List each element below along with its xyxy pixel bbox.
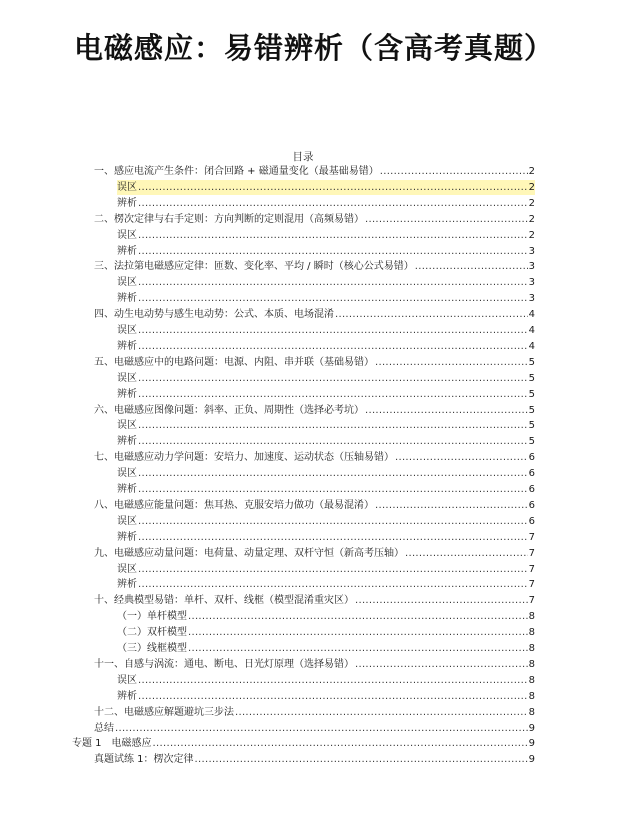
- toc-entry[interactable]: [117, 418, 535, 433]
- toc-heading: 目录: [292, 151, 314, 163]
- toc-dot-leader: [138, 434, 528, 449]
- toc-entry-title: 辨析: [117, 484, 137, 495]
- toc-entry-title: 误区: [117, 229, 137, 241]
- toc-entry-page-number: 6: [528, 468, 535, 480]
- toc-entry-page-number: 2: [528, 213, 535, 225]
- toc-entry-page-number: 7: [528, 579, 535, 591]
- toc-entry-title: 辨析: [117, 579, 137, 591]
- toc-entry[interactable]: [117, 641, 535, 656]
- toc-entry-title: 误区: [117, 515, 137, 527]
- toc-entry[interactable]: [94, 546, 535, 561]
- toc-entry[interactable]: [117, 673, 535, 688]
- toc-entry[interactable]: [94, 355, 535, 370]
- toc-entry-title: 误区: [117, 468, 137, 480]
- toc-entry[interactable]: [117, 434, 535, 449]
- toc-entry-title: 辨析: [117, 293, 137, 305]
- toc-dot-leader: [138, 291, 528, 306]
- toc-entry-title: 真题试练 1：楞次定律: [94, 754, 194, 766]
- toc-dot-leader: [138, 323, 528, 338]
- toc-entry[interactable]: [94, 450, 535, 465]
- toc-entry-title: 二、楞次定律与右手定则：方向判断的定则混用（高频易错）: [94, 213, 364, 225]
- toc-entry[interactable]: [117, 387, 535, 402]
- toc-dot-leader: [138, 275, 528, 290]
- toc-entry-page-number: 7: [528, 531, 535, 543]
- toc-dot-leader: [188, 641, 528, 656]
- toc-entry-page-number: 2: [528, 197, 535, 209]
- toc-entry-title: 误区: [117, 563, 137, 575]
- toc-entry-title: 误区: [117, 372, 137, 384]
- toc-entry-title: 总结: [94, 722, 114, 734]
- toc-entry[interactable]: [94, 593, 535, 608]
- toc-dot-leader: [138, 514, 528, 529]
- toc-entry-title: 九、电磁感应动量问题：电荷量、动量定理、双杆守恒（新高考压轴）: [94, 547, 404, 559]
- toc-dot-leader: [138, 387, 528, 402]
- toc-dot-leader: [395, 450, 528, 465]
- toc-dot-leader: [138, 530, 528, 545]
- toc-dot-leader: [153, 736, 528, 751]
- toc-entry[interactable]: [117, 482, 535, 497]
- toc-entry-page-number: 8: [528, 674, 535, 686]
- toc-entry-title: 辨析: [117, 388, 137, 400]
- toc-entry-page-number: 7: [528, 563, 535, 575]
- toc-entry-page-number: 2: [528, 181, 535, 193]
- toc-dot-leader: [355, 593, 528, 608]
- toc-entry[interactable]: [117, 689, 535, 704]
- toc-entry[interactable]: [94, 498, 535, 513]
- toc-dot-leader: [355, 657, 528, 672]
- toc-dot-leader: [335, 307, 528, 322]
- toc-entry[interactable]: [117, 371, 535, 386]
- toc-entry-page-number: 3: [528, 293, 535, 305]
- toc-entry-title: 十二、电磁感应解题避坑三步法: [94, 706, 234, 718]
- toc-dot-leader: [138, 196, 528, 211]
- toc-entry-page-number: 6: [528, 484, 535, 495]
- toc-dot-leader: [365, 403, 528, 418]
- toc-entry[interactable]: [117, 291, 535, 306]
- toc-entry-title: （二）双杆模型: [117, 627, 187, 639]
- toc-entry-title: 一、感应电流产生条件：闭合回路 + 磁通量变化（最基础易错）: [94, 166, 379, 177]
- toc-dot-leader: [375, 498, 528, 513]
- toc-entry-page-number: 5: [528, 404, 535, 416]
- toc-dot-leader: [138, 371, 528, 386]
- toc-entry-page-number: 7: [528, 547, 535, 559]
- toc-entry[interactable]: [94, 164, 535, 179]
- toc-entry-page-number: 9: [528, 738, 535, 750]
- toc-dot-leader: [188, 609, 528, 624]
- toc-dot-leader: [138, 482, 528, 497]
- toc-entry-title: 十、经典模型易错：单杆、双杆、线框（模型混淆重灾区）: [94, 595, 354, 607]
- toc-entry[interactable]: [117, 323, 535, 338]
- toc-entry-page-number: 8: [528, 690, 535, 702]
- toc-entry-page-number: 8: [528, 706, 535, 718]
- toc-dot-leader: [138, 228, 528, 243]
- toc-dot-leader: [235, 705, 528, 720]
- toc-entry[interactable]: [94, 752, 535, 767]
- toc-dot-leader: [138, 562, 528, 577]
- toc-entry-page-number: 5: [528, 356, 535, 368]
- toc-dot-leader: [138, 244, 528, 259]
- toc-entry-title: 四、动生电动势与感生电动势：公式、本质、电场混淆: [94, 309, 334, 321]
- toc-entry[interactable]: [94, 721, 535, 736]
- toc-entry[interactable]: [117, 530, 535, 545]
- toc-dot-leader: [365, 212, 528, 227]
- toc-entry-title: 五、电磁感应中的电路问题：电源、内阻、串并联（基础易错）: [94, 356, 374, 368]
- toc-entry-title: 三、法拉第电磁感应定律：匝数、变化率、平均 / 瞬时（核心公式易错）: [94, 261, 414, 273]
- toc-entry[interactable]: [117, 466, 535, 481]
- toc-entry-page-number: 2: [528, 166, 535, 177]
- toc-entry[interactable]: [117, 180, 535, 195]
- toc-entry-page-number: 6: [528, 515, 535, 527]
- toc-dot-leader: [138, 418, 528, 433]
- toc-entry-title: （一）单杆模型: [117, 611, 187, 623]
- toc-entry[interactable]: [94, 307, 535, 322]
- toc-entry-title: 辨析: [117, 197, 137, 209]
- toc-dot-leader: [138, 466, 528, 481]
- toc-entry-page-number: 5: [528, 436, 535, 448]
- toc-entry-page-number: 8: [528, 627, 535, 639]
- toc-dot-leader: [415, 259, 528, 274]
- toc-entry-title: 十一、自感与涡流：通电、断电、日光灯原理（选择易错）: [94, 658, 354, 670]
- toc-entry-page-number: 6: [528, 452, 535, 464]
- toc-entry-title: 辨析: [117, 340, 137, 352]
- toc-entry-page-number: 8: [528, 611, 535, 623]
- toc-dot-leader: [188, 625, 528, 640]
- toc-entry-title: 八、电磁感应能量问题：焦耳热、克服安培力做功（最易混淆）: [94, 499, 374, 511]
- toc-entry-page-number: 9: [528, 754, 535, 766]
- toc-entry-title: 误区: [117, 277, 137, 289]
- toc-entry-title: 七、电磁感应动力学问题：安培力、加速度、运动状态（压轴易错）: [94, 452, 394, 464]
- toc-entry[interactable]: [117, 196, 535, 211]
- toc-entry[interactable]: [117, 275, 535, 290]
- toc-entry[interactable]: [94, 259, 535, 274]
- toc-entry-page-number: 3: [528, 261, 535, 273]
- toc-entry-title: 辨析: [117, 531, 137, 543]
- toc-dot-leader: [375, 355, 528, 370]
- toc-entry-page-number: 2: [528, 229, 535, 241]
- toc-entry-title: 误区: [117, 674, 137, 686]
- toc-entry[interactable]: [117, 244, 535, 259]
- toc-entry-page-number: 8: [528, 658, 535, 670]
- toc-entry-page-number: 4: [528, 340, 535, 352]
- toc-entry-title: 误区: [117, 181, 137, 193]
- toc-entry-page-number: 7: [528, 595, 535, 607]
- toc-entry[interactable]: [117, 228, 535, 243]
- toc-entry[interactable]: [117, 625, 535, 640]
- toc-entry[interactable]: [94, 212, 535, 227]
- toc-entry-title: 辨析: [117, 436, 137, 448]
- toc-dot-leader: [138, 180, 528, 195]
- toc-dot-leader: [138, 577, 528, 592]
- toc-entry-page-number: 5: [528, 420, 535, 432]
- toc-entry-page-number: 9: [528, 722, 535, 734]
- toc-entry-page-number: 3: [528, 277, 535, 289]
- toc-entry-title: 误区: [117, 325, 137, 336]
- toc-dot-leader: [138, 673, 528, 688]
- toc-entry-title: （三）线框模型: [117, 643, 187, 654]
- toc-entry-title: 误区: [117, 420, 137, 432]
- toc-entry[interactable]: [117, 339, 535, 354]
- toc-dot-leader: [405, 546, 528, 561]
- toc-entry-title: 六、电磁感应图像问题：斜率、正负、周期性（选择必考坑）: [94, 404, 364, 416]
- toc-entry-page-number: 4: [528, 325, 535, 336]
- toc-entry[interactable]: [117, 514, 535, 529]
- toc-entry-page-number: 5: [528, 388, 535, 400]
- toc-entry[interactable]: [72, 736, 535, 751]
- toc-entry-page-number: 8: [528, 643, 535, 654]
- toc-entry-page-number: 6: [528, 499, 535, 511]
- toc-dot-leader: [138, 689, 528, 704]
- toc-dot-leader: [115, 721, 528, 736]
- toc-entry-page-number: 3: [528, 245, 535, 257]
- toc-entry[interactable]: [94, 403, 535, 418]
- toc-dot-leader: [138, 339, 528, 354]
- toc-dot-leader: [380, 164, 528, 179]
- document-title: 电磁感应：易错辨析（含高考真题）: [74, 31, 555, 65]
- toc-entry-page-number: 5: [528, 372, 535, 384]
- toc-entry[interactable]: [117, 609, 535, 624]
- toc-entry-title: 辨析: [117, 245, 137, 257]
- toc-entry-page-number: 4: [528, 309, 535, 321]
- toc-entry-title: 辨析: [117, 690, 137, 702]
- toc-entry[interactable]: [94, 657, 535, 672]
- toc-entry[interactable]: [117, 562, 535, 577]
- toc-dot-leader: [195, 752, 528, 767]
- toc-entry-title: 专题 1 电磁感应: [72, 738, 152, 750]
- toc-entry[interactable]: [117, 577, 535, 592]
- toc-entry[interactable]: [94, 705, 535, 720]
